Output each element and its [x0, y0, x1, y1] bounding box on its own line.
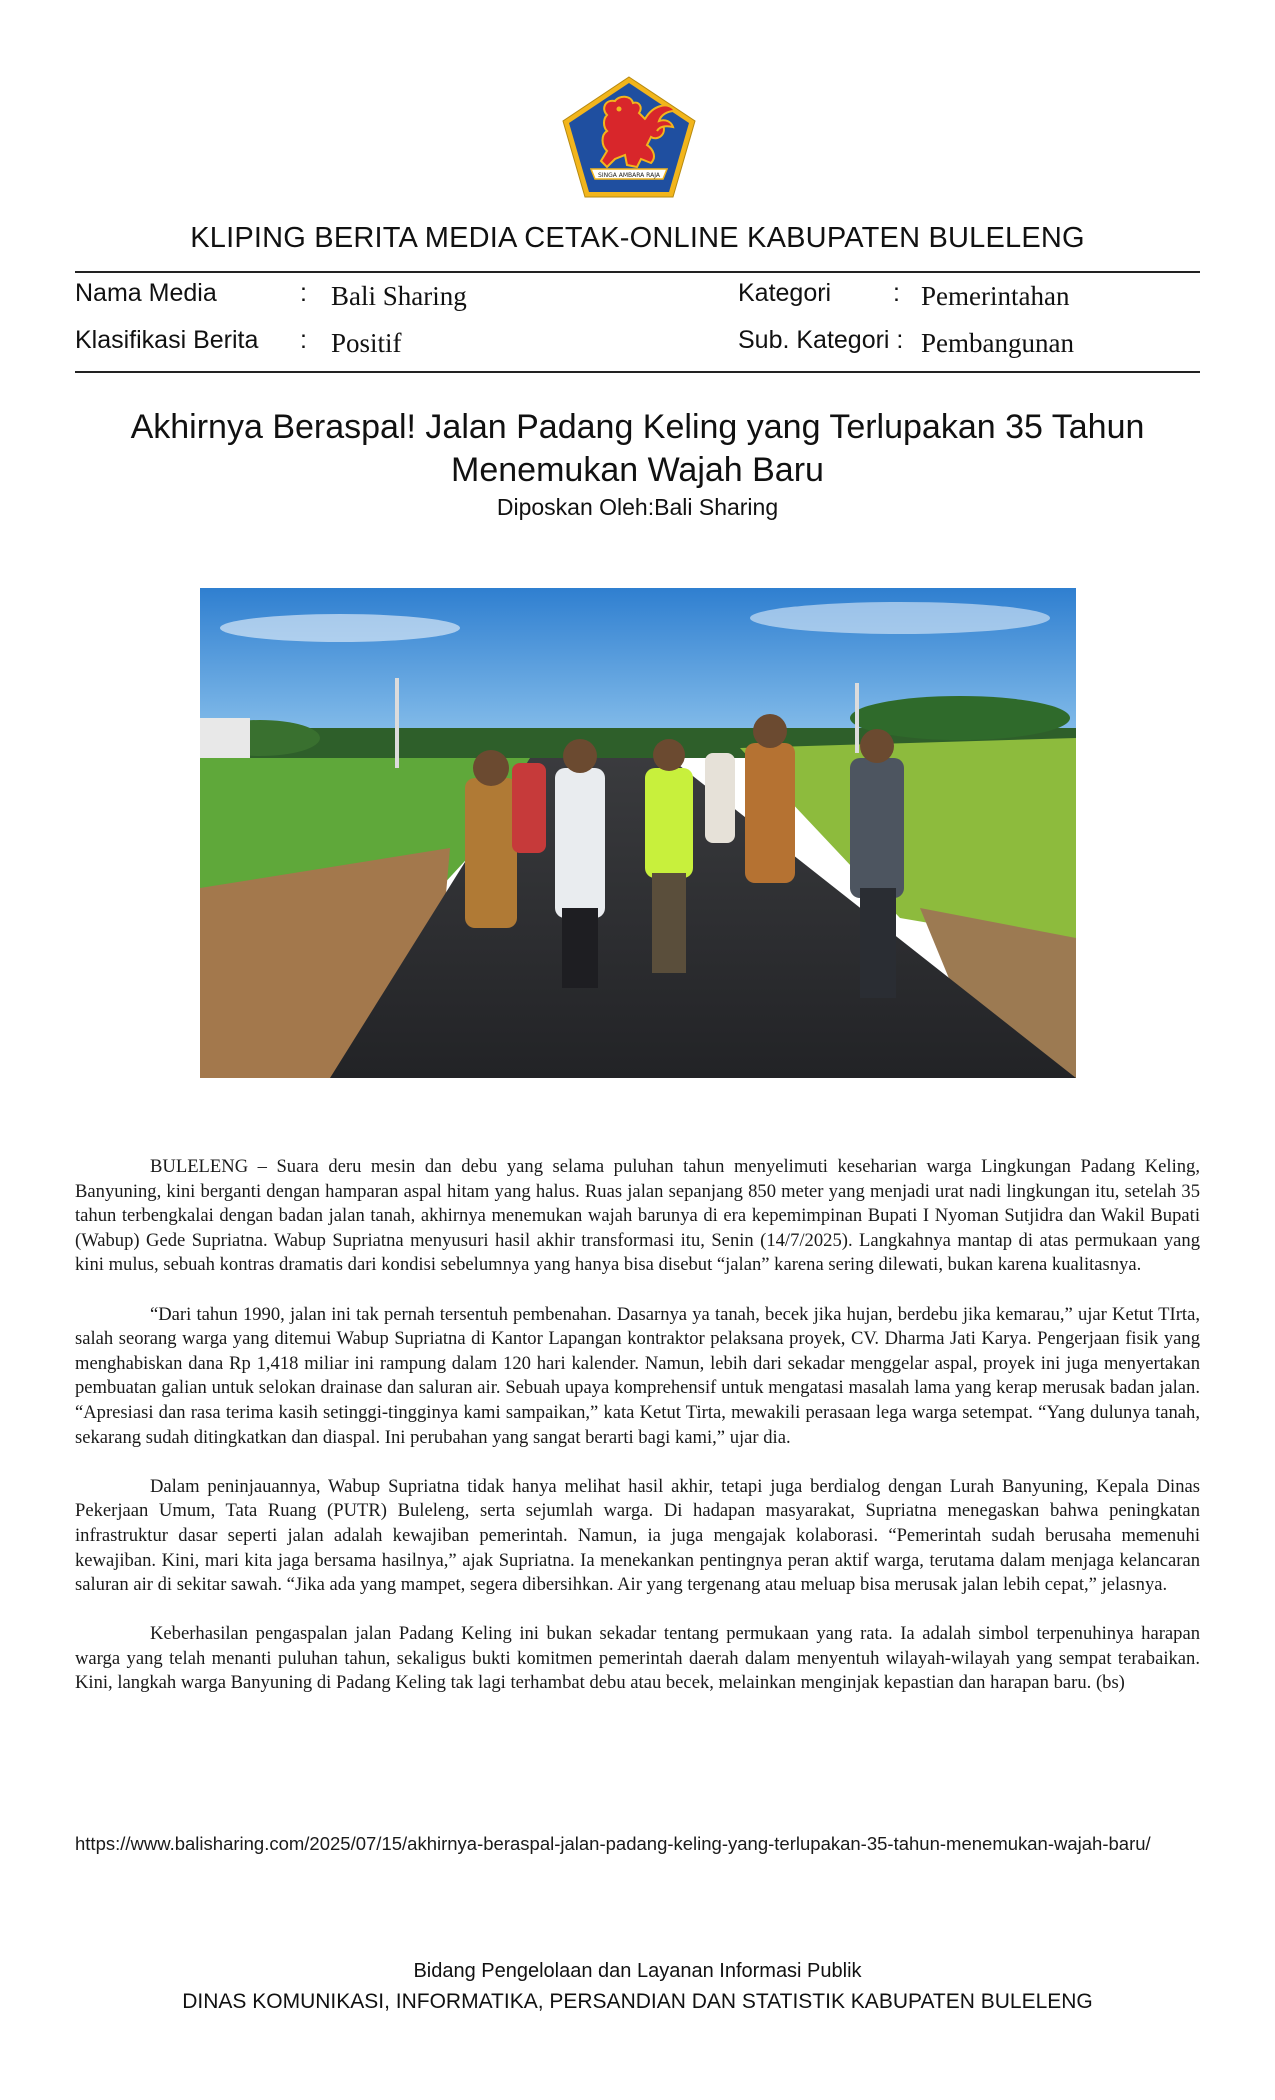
headline-line-2: Menemukan Wajah Baru: [451, 451, 824, 489]
article-photo: [200, 588, 1076, 1078]
media-value: Bali Sharing: [331, 281, 467, 311]
top-rule: [75, 271, 1200, 273]
headline-line-1: Akhirnya Beraspal! Jalan Padang Keling yang Terlupakan 35 Tahun: [130, 408, 1145, 446]
subkategori-label: Sub. Kategori :: [738, 326, 904, 354]
klasifikasi-value: Positif: [331, 328, 402, 358]
klasifikasi-separator: :: [300, 326, 307, 354]
media-label: Nama Media: [75, 279, 217, 307]
paragraph-3: Dalam peninjauannya, Wabup Supriatna tidak hanya melihat hasil akhir, tetapi juga berdialog dengan Lurah Banyuning, Kepala Dinas Pekerjaan Umum, Tata Ruang (PUTR) Buleleng, serta sejumlah warga. Di hadapan masyarakat, Supriatna menegaskan bahwa peningkatan infrastruktur dasar seperti jalan adalah kewajiban pemerintah. Namun, ia juga mengajak kolaborasi. “Pemerintah sudah berusaha memenuhi kewajiban. Kini, mari kita jaga bersama hasilnya,” ajak Supriatna. Ia menekankan pentingnya peran aktif warga, terutama dalam menjaga kelancaran saluran air di sekitar sawah. “Jika ada yang mampet, segera dibersihkan. Air yang tergenang atau meluap bisa merusak jalan lebih cepat,” jelasnya.: [75, 1475, 1200, 1596]
footer-agency: DINAS KOMUNIKASI, INFORMATIKA, PERSANDIAN DAN STATISTIK KABUPATEN BULELENG: [182, 1990, 1093, 2013]
clipping-title: KLIPING BERITA MEDIA CETAK-ONLINE KABUPATEN BULELENG: [190, 222, 1085, 254]
kategori-value: Pemerintahan: [921, 281, 1070, 311]
klasifikasi-label: Klasifikasi Berita: [75, 326, 259, 354]
paragraph-4: Keberhasilan pengaspalan jalan Padang Keling ini bukan sekadar tentang permukaan yang rata. Ia adalah simbol terpenuhinya harapan warga yang telah menanti puluhan tahun, sekaligus bukti komitmen pemerintah daerah dalam menyentuh wilayah-wilayah yang sempat terabaikan. Kini, langkah warga Banyuning di Padang Keling tak lagi terhambat debu atau becek, melainkan menginjak kepastian dan harapan baru. (bs): [75, 1623, 1200, 1694]
subkategori-value: Pembangunan: [921, 328, 1074, 358]
paragraph-1: BULELENG – Suara deru mesin dan debu yang selama puluhan tahun menyelimuti keseharian warga Lingkungan Padang Keling, Banyuning, kini berganti dengan hamparan aspal hitam yang halus. Ruas jalan sepanjang 850 meter yang menjadi urat nadi lingkungan itu, setelah 35 tahun terbengkalai dengan badan jalan tanah, akhirnya menemukan wajah barunya di era kepemimpinan Bupati I Nyoman Sutjidra dan Wakil Bupati (Wabup) Gede Supriatna. Wabup Supriatna menyusuri hasil akhir transformasi itu, Senin (14/7/2025). Langkahnya mantap di atas permukaan yang kini mulus, sebuah kontras dramatis dari kondisi sebelumnya yang hanya bisa disebut “jalan” karena sering dilewati, bukan karena kualitasnya.: [75, 1156, 1200, 1276]
source-url-link[interactable]: https://www.balisharing.com/2025/07/15/akhirnya-beraspal-jalan-padang-keling-yang-terlupakan-35-tahun-menemukan-wajah-baru/: [75, 1833, 1151, 1854]
article-byline: Diposkan Oleh:Bali Sharing: [496, 494, 779, 520]
article-body: [75, 1155, 1200, 1721]
article-headline: [100, 406, 1175, 492]
media-separator: :: [300, 279, 307, 307]
paragraph-2: “Dari tahun 1990, jalan ini tak pernah tersentuh pembenahan. Dasarnya ya tanah, becek jika hujan, berdebu jika kemarau,” ujar Ketut TIrta, salah seorang warga yang ditemui Wabup Supriatna di Kantor Lapangan kontraktor pelaksana proyek, CV. Dharma Jati Karya. Pengerjaan fisik yang menghabiskan dana Rp 1,418 miliar ini rampung dalam 120 hari kalender. Namun, lebih dari sekadar menggelar aspal, proyek ini juga menyertakan pembuatan galian untuk selokan drainase dan saluran air. Sebuah upaya komprehensif untuk mengatasi masalah lama yang kerap merusak badan jalan. “Apresiasi dan rasa terima kasih setinggi-tingginya kami sampaikan,” kata Ketut Tirta, mewakili perasaan lega warga setempat. “Yang dulunya tanah, sekarang sudah ditingkatkan dan diaspal. Ini perubahan yang sangat berarti bagi kami,” ujar dia.: [75, 1303, 1200, 1448]
kategori-label: Kategori: [738, 279, 832, 307]
bottom-rule: [75, 371, 1200, 373]
footer-department: Bidang Pengelolaan dan Layanan Informasi Publik: [413, 1960, 862, 1982]
kategori-separator: :: [893, 279, 900, 307]
logo-motto: SINGA AMBARA RAJA: [598, 172, 660, 179]
buleleng-crest-logo: [561, 75, 697, 199]
